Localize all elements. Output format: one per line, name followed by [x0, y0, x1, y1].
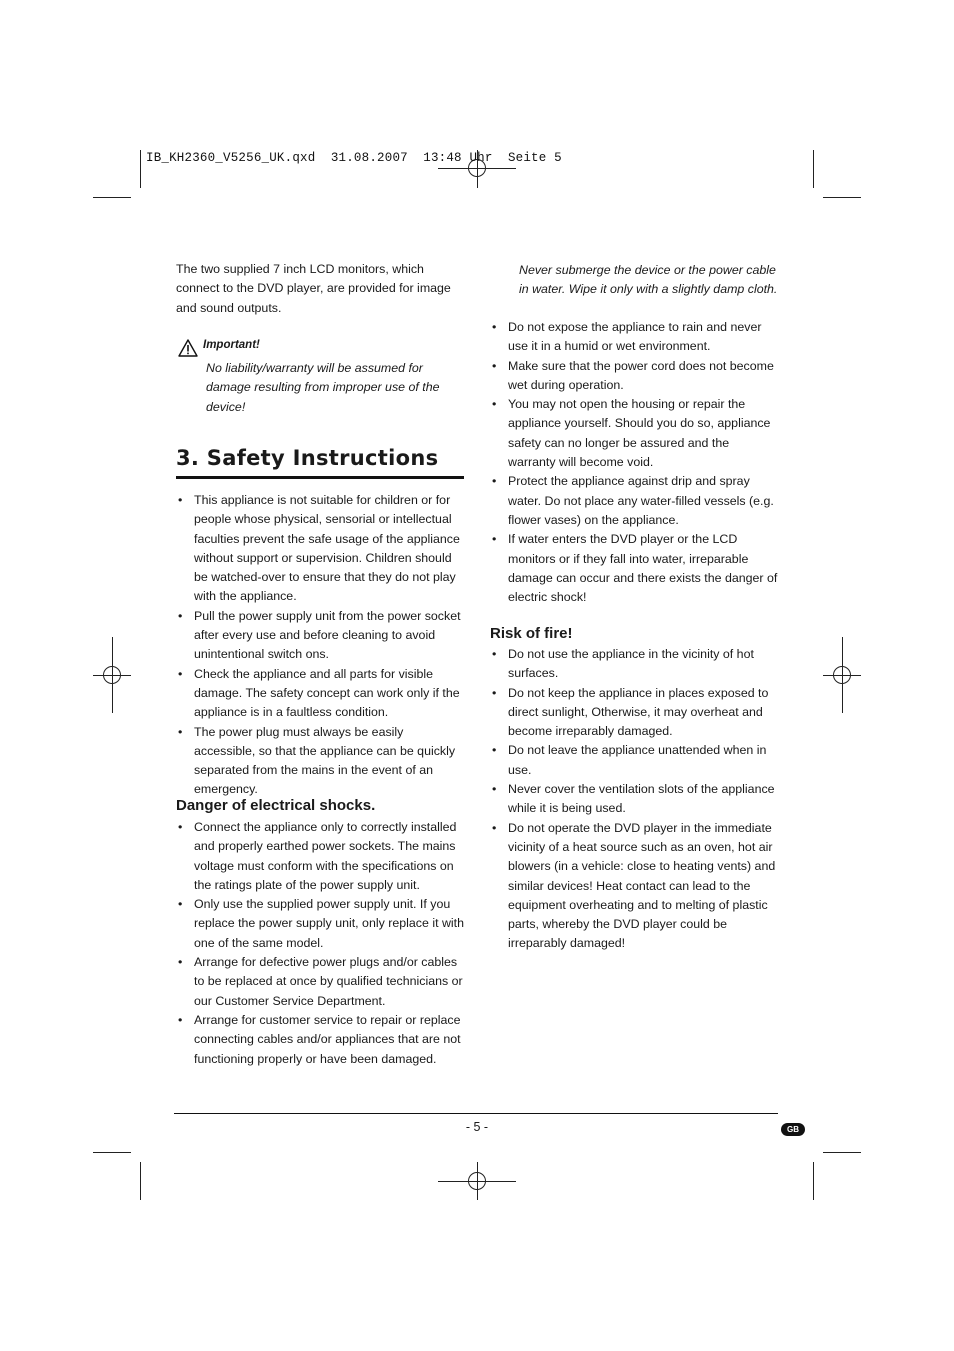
list-item: • Do not leave the appliance unattended when in use. — [490, 741, 778, 780]
list-item: • This appliance is not suitable for children or for people whose physical, sensorial or intellectual faculties prevent the safe usage of the appliance without support or supervision. Children should be watched-over to ensure that they do not play with the appliance. — [176, 491, 464, 607]
shock-heading: Danger of electrical shocks. — [176, 797, 376, 814]
page-number: - 5 - — [465, 1120, 489, 1134]
list-item: • Arrange for defective power plugs and/or cables to be replaced at once by qualified technicians or our Customer Service Department. — [176, 953, 464, 1011]
important-note: No liability/warranty will be assumed for damage resulting from improper use of the device! — [206, 361, 440, 414]
fire-list — [490, 645, 778, 954]
list-item: • Connect the appliance only to correctly installed and properly earthed power sockets. The mains voltage must conform with the specifications on the ratings plate of the power supply unit. — [176, 818, 464, 895]
list-item: • Make sure that the power cord does not become wet during operation. — [490, 357, 778, 396]
list-item: • You may not open the housing or repair the appliance yourself. Should you do so, appliance safety can no longer be assured and the warranty will become void. — [490, 395, 778, 472]
list-item: • Do not operate the DVD player in the immediate vicinity of a heat source such as an oven, hot air blowers (in a vehicle: close to heating vents) and similar devices! Heat contact can lead to the equipment overheating and to melting of plastic parts, whereby the DVD player could be irreparably damaged! — [490, 819, 778, 954]
footer-rule — [174, 1113, 778, 1114]
list-item: • Pull the power supply unit from the power socket after every use and before cleaning to avoid unintentional switch ons. — [176, 607, 464, 665]
warning-icon — [178, 339, 198, 362]
list-item: • Protect the appliance against drip and spray water. Do not place any water-filled vessels (e.g. flower vases) on the appliance. — [490, 472, 778, 530]
language-badge: GB — [781, 1123, 805, 1136]
list-item: • Arrange for customer service to repair or replace connecting cables and/or appliances that are not functioning properly or have been damaged. — [176, 1011, 464, 1069]
list-item: • Only use the supplied power supply unit. If you replace the power supply unit, only replace it with one of the same model. — [176, 895, 464, 953]
fire-heading: Risk of fire! — [490, 625, 573, 642]
shock-list — [176, 818, 464, 1069]
general-safety-list — [176, 491, 464, 800]
water-note: Never submerge the device or the power cable in water. Wipe it only with a slightly damp cloth. — [519, 263, 778, 297]
list-item: • Do not keep the appliance in places exposed to direct sunlight, Otherwise, it may overheat and become irreparably damaged. — [490, 684, 778, 742]
list-item: • The power plug must always be easily accessible, so that the appliance can be quickly separated from the mains in the event of an emergency. — [176, 723, 464, 800]
list-item: • Do not use the appliance in the vicinity of hot surfaces. — [490, 645, 778, 684]
list-item: • Never cover the ventilation slots of the appliance while it is being used. — [490, 780, 778, 819]
water-list — [490, 318, 778, 607]
file-slug: IB_KH2360_V5256_UK.qxd 31.08.2007 13:48 Uhr Seite 5 — [146, 151, 562, 165]
important-label: Important! — [203, 339, 260, 351]
title-underline — [176, 476, 464, 479]
list-item: • Do not expose the appliance to rain and never use it in a humid or wet environment. — [490, 318, 778, 357]
intro-paragraph: The two supplied 7 inch LCD monitors, which connect to the DVD player, are provided for image and sound outputs. — [176, 262, 451, 315]
list-item: • Check the appliance and all parts for visible damage. The safety concept can work only if the appliance is in a faultless condition. — [176, 665, 464, 723]
list-item: • If water enters the DVD player or the LCD monitors or if they fall into water, irreparable damage can occur and there exists the danger of electric shock! — [490, 530, 778, 607]
section-title: 3. Safety Instructions — [176, 446, 439, 470]
